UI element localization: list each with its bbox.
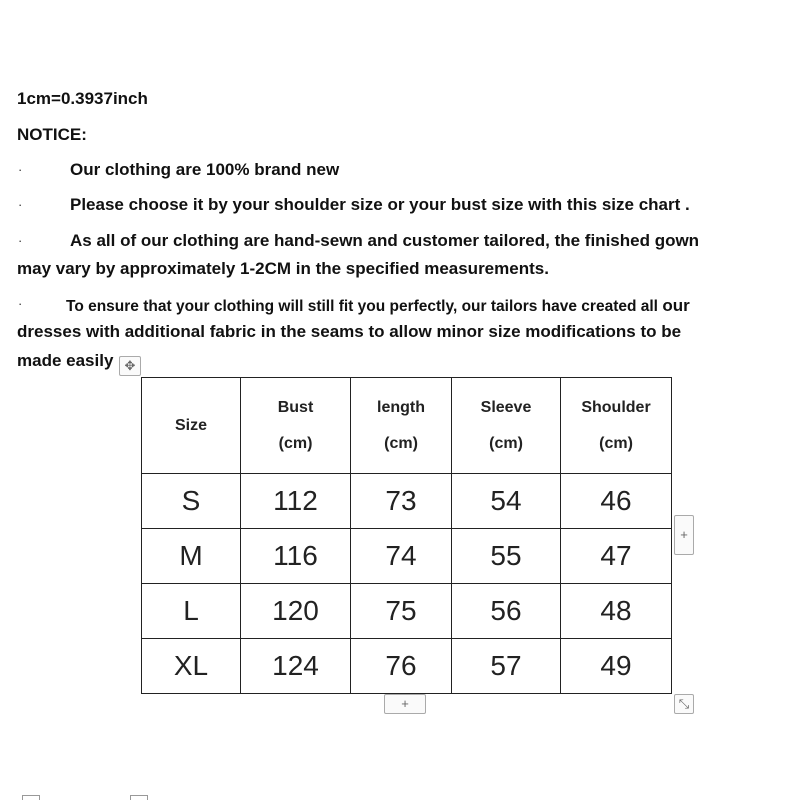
header-length-label: length	[377, 398, 425, 416]
cell-shoulder: 48	[561, 584, 672, 639]
cell-size: S	[142, 474, 241, 529]
header-sleeve-unit: (cm)	[489, 434, 523, 452]
table-row	[142, 529, 672, 584]
header-shoulder-unit: (cm)	[599, 434, 633, 452]
cell-sleeve: 55	[452, 529, 561, 584]
bullet-4: ·	[18, 296, 23, 311]
header-shoulder	[561, 378, 672, 474]
notice-item-4-line1-text: To ensure that your clothing will still fit you perfectly, our tailors have created all	[66, 298, 658, 315]
header-sleeve	[452, 378, 561, 474]
cell-shoulder: 49	[561, 639, 672, 694]
notice-item-3-line2: may vary by approximately 1-2CM in the specified measurements.	[17, 259, 549, 278]
cell-bust: 116	[241, 529, 351, 584]
notice-label: NOTICE:	[17, 125, 87, 144]
header-sleeve-label: Sleeve	[480, 398, 532, 416]
cell-sleeve: 57	[452, 639, 561, 694]
cell-length: 73	[351, 474, 452, 529]
cell-length: 76	[351, 639, 452, 694]
notice-item-4-line1	[66, 296, 690, 316]
header-size-label: Size	[174, 416, 207, 434]
table-resize-handle-icon[interactable]: ⤡	[674, 694, 694, 714]
cell-length: 75	[351, 584, 452, 639]
header-shoulder-label: Shoulder	[581, 398, 651, 416]
header-bust	[241, 378, 351, 474]
table-row	[142, 639, 672, 694]
cell-bust: 120	[241, 584, 351, 639]
bullet-1: ·	[18, 162, 23, 177]
cell-size: XL	[142, 639, 241, 694]
table-move-handle-icon[interactable]: ✥	[119, 356, 141, 376]
header-bust-unit: (cm)	[278, 434, 313, 452]
notice-item-4-line3: made easily	[17, 351, 114, 370]
cell-sleeve: 56	[452, 584, 561, 639]
header-length-unit: (cm)	[384, 434, 418, 452]
cell-shoulder: 46	[561, 474, 672, 529]
cell-bust: 112	[241, 474, 351, 529]
cell-sleeve: 54	[452, 474, 561, 529]
table-header-row	[142, 378, 672, 474]
header-bust-label: Bust	[277, 398, 314, 416]
cell-size: M	[142, 529, 241, 584]
cell-bust: 124	[241, 639, 351, 694]
header-length	[351, 378, 452, 474]
table-row	[142, 474, 672, 529]
notice-item-4-line2: dresses with additional fabric in the seams to allow minor size modifications to be	[17, 322, 682, 341]
bottom-toolbar-icon	[22, 795, 40, 800]
bullet-2: ·	[18, 197, 23, 212]
header-size	[142, 378, 241, 474]
add-row-button[interactable]: +	[384, 694, 426, 714]
bullet-3: ·	[18, 233, 23, 248]
cell-shoulder: 47	[561, 529, 672, 584]
cell-length: 74	[351, 529, 452, 584]
notice-item-3-line1: As all of our clothing are hand-sewn and customer tailored, the finished gown	[70, 231, 700, 250]
table-row	[142, 584, 672, 639]
bottom-toolbar-icon	[130, 795, 148, 800]
add-column-button[interactable]: +	[674, 515, 694, 555]
conversion-note: 1cm=0.3937inch	[17, 89, 148, 108]
cell-size: L	[142, 584, 241, 639]
notice-item-4-line1-tail: our	[662, 296, 690, 315]
notice-item-2: Please choose it by your shoulder size or your bust size with this size chart .	[70, 195, 690, 214]
size-chart-table	[141, 377, 672, 694]
notice-item-1: Our clothing are 100% brand new	[70, 160, 340, 179]
